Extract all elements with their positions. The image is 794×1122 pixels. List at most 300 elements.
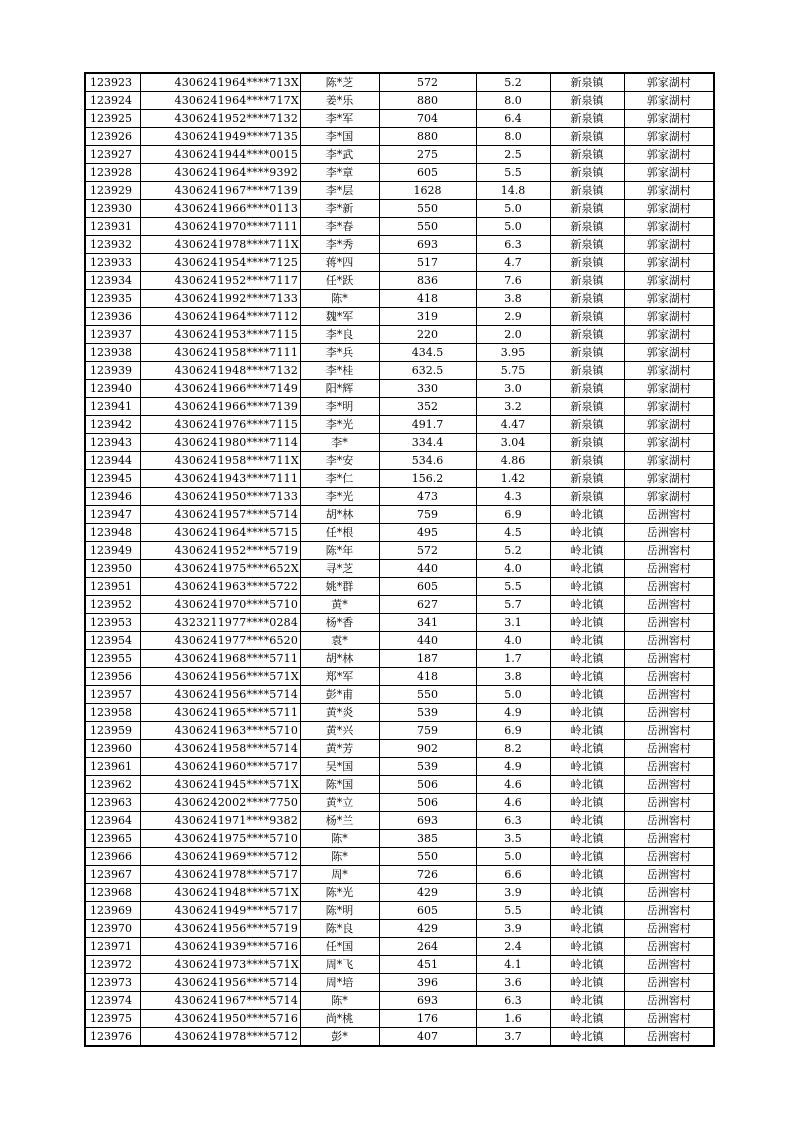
town-cell: 新泉镇 <box>550 73 624 92</box>
town-cell: 岭北镇 <box>550 902 624 920</box>
amount-cell: 334.4 <box>379 434 476 452</box>
name-cell: 彭*甫 <box>300 686 379 704</box>
village-cell: 岳洲窖村 <box>624 812 714 830</box>
record-id-cell: 123970 <box>85 920 140 938</box>
area-cell: 1.7 <box>476 650 550 668</box>
town-cell: 岭北镇 <box>550 992 624 1010</box>
record-id-cell: 123976 <box>85 1028 140 1047</box>
area-cell: 3.9 <box>476 920 550 938</box>
village-cell: 岳洲窖村 <box>624 668 714 686</box>
amount-cell: 632.5 <box>379 362 476 380</box>
name-cell: 李*光 <box>300 416 379 434</box>
area-cell: 4.0 <box>476 632 550 650</box>
table-row <box>85 290 714 308</box>
id-card-cell: 4306241964****713X <box>140 73 300 92</box>
amount-cell: 429 <box>379 920 476 938</box>
id-card-cell: 4306241967****5714 <box>140 992 300 1010</box>
town-cell: 岭北镇 <box>550 920 624 938</box>
id-card-cell: 4306241964****5715 <box>140 524 300 542</box>
amount-cell: 726 <box>379 866 476 884</box>
area-cell: 3.04 <box>476 434 550 452</box>
area-cell: 1.42 <box>476 470 550 488</box>
table-row <box>85 416 714 434</box>
id-card-cell: 4306241956****5719 <box>140 920 300 938</box>
record-id-cell: 123952 <box>85 596 140 614</box>
village-cell: 郭家湖村 <box>624 488 714 506</box>
name-cell: 李*武 <box>300 146 379 164</box>
table-row <box>85 812 714 830</box>
name-cell: 黄*兴 <box>300 722 379 740</box>
village-cell: 郭家湖村 <box>624 218 714 236</box>
town-cell: 岭北镇 <box>550 560 624 578</box>
table-row <box>85 470 714 488</box>
area-cell: 1.6 <box>476 1010 550 1028</box>
record-id-cell: 123969 <box>85 902 140 920</box>
table-row <box>85 128 714 146</box>
amount-cell: 319 <box>379 308 476 326</box>
village-cell: 岳洲窖村 <box>624 938 714 956</box>
area-cell: 3.8 <box>476 290 550 308</box>
village-cell: 岳洲窖村 <box>624 794 714 812</box>
record-id-cell: 123949 <box>85 542 140 560</box>
town-cell: 岭北镇 <box>550 524 624 542</box>
table-row <box>85 1010 714 1028</box>
amount-cell: 434.5 <box>379 344 476 362</box>
area-cell: 4.5 <box>476 524 550 542</box>
table-row <box>85 236 714 254</box>
table-row <box>85 218 714 236</box>
area-cell: 6.3 <box>476 992 550 1010</box>
table-row <box>85 722 714 740</box>
town-cell: 岭北镇 <box>550 578 624 596</box>
town-cell: 新泉镇 <box>550 128 624 146</box>
id-card-cell: 4306241948****7132 <box>140 362 300 380</box>
name-cell: 陈*年 <box>300 542 379 560</box>
town-cell: 新泉镇 <box>550 488 624 506</box>
village-cell: 郭家湖村 <box>624 398 714 416</box>
amount-cell: 407 <box>379 1028 476 1047</box>
amount-cell: 352 <box>379 398 476 416</box>
area-cell: 5.5 <box>476 902 550 920</box>
amount-cell: 693 <box>379 992 476 1010</box>
name-cell: 黄*立 <box>300 794 379 812</box>
amount-cell: 759 <box>379 506 476 524</box>
village-cell: 郭家湖村 <box>624 254 714 272</box>
record-id-cell: 123944 <box>85 452 140 470</box>
town-cell: 岭北镇 <box>550 848 624 866</box>
table-row <box>85 326 714 344</box>
record-id-cell: 123946 <box>85 488 140 506</box>
amount-cell: 550 <box>379 686 476 704</box>
area-cell: 3.9 <box>476 884 550 902</box>
id-card-cell: 4306241956****5714 <box>140 974 300 992</box>
id-card-cell: 4306241956****5714 <box>140 686 300 704</box>
area-cell: 6.4 <box>476 110 550 128</box>
village-cell: 郭家湖村 <box>624 182 714 200</box>
table-row <box>85 884 714 902</box>
area-cell: 3.7 <box>476 1028 550 1047</box>
name-cell: 李*安 <box>300 452 379 470</box>
data-table <box>84 72 715 1047</box>
town-cell: 岭北镇 <box>550 632 624 650</box>
table-row <box>85 434 714 452</box>
area-cell: 4.3 <box>476 488 550 506</box>
table-row <box>85 73 714 92</box>
record-id-cell: 123968 <box>85 884 140 902</box>
town-cell: 岭北镇 <box>550 506 624 524</box>
record-id-cell: 123923 <box>85 73 140 92</box>
name-cell: 陈* <box>300 992 379 1010</box>
town-cell: 岭北镇 <box>550 596 624 614</box>
town-cell: 新泉镇 <box>550 146 624 164</box>
name-cell: 尚*桃 <box>300 1010 379 1028</box>
name-cell: 郑*军 <box>300 668 379 686</box>
area-cell: 5.2 <box>476 542 550 560</box>
name-cell: 彭* <box>300 1028 379 1047</box>
village-cell: 郭家湖村 <box>624 110 714 128</box>
village-cell: 郭家湖村 <box>624 290 714 308</box>
name-cell: 黄*芳 <box>300 740 379 758</box>
table-row <box>85 992 714 1010</box>
area-cell: 6.3 <box>476 236 550 254</box>
village-cell: 岳洲窖村 <box>624 560 714 578</box>
village-cell: 岳洲窖村 <box>624 542 714 560</box>
amount-cell: 418 <box>379 668 476 686</box>
village-cell: 岳洲窖村 <box>624 596 714 614</box>
name-cell: 陈*良 <box>300 920 379 938</box>
table-row <box>85 398 714 416</box>
id-card-cell: 4306241957****5714 <box>140 506 300 524</box>
record-id-cell: 123934 <box>85 272 140 290</box>
area-cell: 4.7 <box>476 254 550 272</box>
table-row <box>85 902 714 920</box>
record-id-cell: 123951 <box>85 578 140 596</box>
area-cell: 5.0 <box>476 686 550 704</box>
village-cell: 郭家湖村 <box>624 73 714 92</box>
id-card-cell: 4306241963****5710 <box>140 722 300 740</box>
area-cell: 3.5 <box>476 830 550 848</box>
town-cell: 岭北镇 <box>550 542 624 560</box>
village-cell: 郭家湖村 <box>624 308 714 326</box>
record-id-cell: 123939 <box>85 362 140 380</box>
name-cell: 周* <box>300 866 379 884</box>
id-card-cell: 4306241952****7117 <box>140 272 300 290</box>
town-cell: 新泉镇 <box>550 110 624 128</box>
town-cell: 岭北镇 <box>550 830 624 848</box>
area-cell: 4.9 <box>476 704 550 722</box>
town-cell: 新泉镇 <box>550 380 624 398</box>
id-card-cell: 4306241960****5717 <box>140 758 300 776</box>
record-id-cell: 123938 <box>85 344 140 362</box>
name-cell: 李*层 <box>300 182 379 200</box>
amount-cell: 491.7 <box>379 416 476 434</box>
area-cell: 6.9 <box>476 722 550 740</box>
village-cell: 岳洲窖村 <box>624 920 714 938</box>
id-card-cell: 4306241963****5722 <box>140 578 300 596</box>
id-card-cell: 4306241992****7133 <box>140 290 300 308</box>
amount-cell: 418 <box>379 290 476 308</box>
town-cell: 岭北镇 <box>550 812 624 830</box>
table-row <box>85 254 714 272</box>
record-id-cell: 123924 <box>85 92 140 110</box>
table-row <box>85 1028 714 1047</box>
village-cell: 岳洲窖村 <box>624 722 714 740</box>
name-cell: 李* <box>300 434 379 452</box>
id-card-cell: 4306241968****5711 <box>140 650 300 668</box>
amount-cell: 534.6 <box>379 452 476 470</box>
record-id-cell: 123971 <box>85 938 140 956</box>
village-cell: 岳洲窖村 <box>624 650 714 668</box>
village-cell: 岳洲窖村 <box>624 614 714 632</box>
id-card-cell: 4306241950****5716 <box>140 1010 300 1028</box>
amount-cell: 517 <box>379 254 476 272</box>
record-id-cell: 123925 <box>85 110 140 128</box>
town-cell: 岭北镇 <box>550 794 624 812</box>
town-cell: 岭北镇 <box>550 974 624 992</box>
name-cell: 陈* <box>300 848 379 866</box>
name-cell: 胡*林 <box>300 650 379 668</box>
id-card-cell: 4306241978****5712 <box>140 1028 300 1047</box>
area-cell: 7.6 <box>476 272 550 290</box>
id-card-cell: 4306241975****652X <box>140 560 300 578</box>
village-cell: 郭家湖村 <box>624 236 714 254</box>
amount-cell: 385 <box>379 830 476 848</box>
village-cell: 岳洲窖村 <box>624 974 714 992</box>
record-id-cell: 123940 <box>85 380 140 398</box>
name-cell: 袁* <box>300 632 379 650</box>
village-cell: 郭家湖村 <box>624 326 714 344</box>
name-cell: 周*飞 <box>300 956 379 974</box>
village-cell: 郭家湖村 <box>624 92 714 110</box>
area-cell: 5.5 <box>476 164 550 182</box>
area-cell: 3.95 <box>476 344 550 362</box>
name-cell: 任*国 <box>300 938 379 956</box>
town-cell: 新泉镇 <box>550 218 624 236</box>
amount-cell: 1628 <box>379 182 476 200</box>
name-cell: 陈* <box>300 290 379 308</box>
id-card-cell: 4306241965****5711 <box>140 704 300 722</box>
name-cell: 吴*国 <box>300 758 379 776</box>
id-card-cell: 4306241966****7139 <box>140 398 300 416</box>
record-id-cell: 123953 <box>85 614 140 632</box>
record-id-cell: 123935 <box>85 290 140 308</box>
area-cell: 2.9 <box>476 308 550 326</box>
record-id-cell: 123974 <box>85 992 140 1010</box>
name-cell: 陈*明 <box>300 902 379 920</box>
village-cell: 岳洲窖村 <box>624 578 714 596</box>
village-cell: 郭家湖村 <box>624 272 714 290</box>
town-cell: 新泉镇 <box>550 308 624 326</box>
id-card-cell: 4306241944****0015 <box>140 146 300 164</box>
amount-cell: 550 <box>379 848 476 866</box>
table-row <box>85 704 714 722</box>
amount-cell: 396 <box>379 974 476 992</box>
id-card-cell: 4306241939****5716 <box>140 938 300 956</box>
table-row <box>85 560 714 578</box>
village-cell: 岳洲窖村 <box>624 848 714 866</box>
town-cell: 岭北镇 <box>550 704 624 722</box>
village-cell: 郭家湖村 <box>624 470 714 488</box>
town-cell: 新泉镇 <box>550 290 624 308</box>
id-card-cell: 4306241945****571X <box>140 776 300 794</box>
name-cell: 任*根 <box>300 524 379 542</box>
table-row <box>85 920 714 938</box>
town-cell: 岭北镇 <box>550 956 624 974</box>
town-cell: 岭北镇 <box>550 866 624 884</box>
id-card-cell: 4306241970****5710 <box>140 596 300 614</box>
id-card-cell: 4306241966****0113 <box>140 200 300 218</box>
record-id-cell: 123964 <box>85 812 140 830</box>
village-cell: 岳洲窖村 <box>624 902 714 920</box>
id-card-cell: 4306241958****711X <box>140 452 300 470</box>
village-cell: 岳洲窖村 <box>624 704 714 722</box>
id-card-cell: 4306241977****6520 <box>140 632 300 650</box>
amount-cell: 330 <box>379 380 476 398</box>
town-cell: 新泉镇 <box>550 272 624 290</box>
id-card-cell: 4306241949****7135 <box>140 128 300 146</box>
table-row <box>85 686 714 704</box>
record-id-cell: 123962 <box>85 776 140 794</box>
amount-cell: 506 <box>379 794 476 812</box>
record-id-cell: 123943 <box>85 434 140 452</box>
table-row <box>85 758 714 776</box>
table-row <box>85 578 714 596</box>
area-cell: 5.0 <box>476 200 550 218</box>
table-row <box>85 488 714 506</box>
amount-cell: 264 <box>379 938 476 956</box>
name-cell: 黄* <box>300 596 379 614</box>
amount-cell: 693 <box>379 236 476 254</box>
record-id-cell: 123927 <box>85 146 140 164</box>
id-card-cell: 4306241973****571X <box>140 956 300 974</box>
id-card-cell: 4306241954****7125 <box>140 254 300 272</box>
id-card-cell: 4306241970****7111 <box>140 218 300 236</box>
name-cell: 李*明 <box>300 398 379 416</box>
id-card-cell: 4306241958****7111 <box>140 344 300 362</box>
id-card-cell: 4306241978****5717 <box>140 866 300 884</box>
id-card-cell: 4306241967****7139 <box>140 182 300 200</box>
name-cell: 陈*芝 <box>300 73 379 92</box>
town-cell: 新泉镇 <box>550 362 624 380</box>
table-row <box>85 776 714 794</box>
name-cell: 李*章 <box>300 164 379 182</box>
id-card-cell: 4306241971****9382 <box>140 812 300 830</box>
amount-cell: 156.2 <box>379 470 476 488</box>
table-row <box>85 308 714 326</box>
village-cell: 岳洲窖村 <box>624 776 714 794</box>
record-id-cell: 123947 <box>85 506 140 524</box>
name-cell: 任*跃 <box>300 272 379 290</box>
record-id-cell: 123972 <box>85 956 140 974</box>
village-cell: 郭家湖村 <box>624 452 714 470</box>
town-cell: 新泉镇 <box>550 398 624 416</box>
name-cell: 李*军 <box>300 110 379 128</box>
area-cell: 5.7 <box>476 596 550 614</box>
area-cell: 6.9 <box>476 506 550 524</box>
table-row <box>85 146 714 164</box>
record-id-cell: 123933 <box>85 254 140 272</box>
amount-cell: 275 <box>379 146 476 164</box>
area-cell: 3.2 <box>476 398 550 416</box>
table-row <box>85 614 714 632</box>
table-row <box>85 362 714 380</box>
village-cell: 郭家湖村 <box>624 146 714 164</box>
record-id-cell: 123975 <box>85 1010 140 1028</box>
table-row <box>85 596 714 614</box>
area-cell: 4.86 <box>476 452 550 470</box>
id-card-cell: 4306242002****7750 <box>140 794 300 812</box>
amount-cell: 495 <box>379 524 476 542</box>
id-card-cell: 4306241976****7115 <box>140 416 300 434</box>
record-id-cell: 123963 <box>85 794 140 812</box>
area-cell: 5.75 <box>476 362 550 380</box>
id-card-cell: 4306241969****5712 <box>140 848 300 866</box>
name-cell: 陈*国 <box>300 776 379 794</box>
table-row <box>85 632 714 650</box>
record-id-cell: 123931 <box>85 218 140 236</box>
village-cell: 岳洲窖村 <box>624 866 714 884</box>
amount-cell: 451 <box>379 956 476 974</box>
area-cell: 8.2 <box>476 740 550 758</box>
amount-cell: 187 <box>379 650 476 668</box>
area-cell: 6.6 <box>476 866 550 884</box>
town-cell: 新泉镇 <box>550 452 624 470</box>
amount-cell: 880 <box>379 128 476 146</box>
record-id-cell: 123967 <box>85 866 140 884</box>
town-cell: 岭北镇 <box>550 884 624 902</box>
record-id-cell: 123958 <box>85 704 140 722</box>
town-cell: 岭北镇 <box>550 740 624 758</box>
name-cell: 李*桂 <box>300 362 379 380</box>
town-cell: 新泉镇 <box>550 416 624 434</box>
town-cell: 岭北镇 <box>550 776 624 794</box>
village-cell: 岳洲窖村 <box>624 992 714 1010</box>
area-cell: 8.0 <box>476 128 550 146</box>
id-card-cell: 4306241952****7132 <box>140 110 300 128</box>
record-id-cell: 123956 <box>85 668 140 686</box>
amount-cell: 440 <box>379 632 476 650</box>
area-cell: 3.1 <box>476 614 550 632</box>
table-row <box>85 344 714 362</box>
id-card-cell: 4323211977****0284 <box>140 614 300 632</box>
name-cell: 陈*光 <box>300 884 379 902</box>
amount-cell: 341 <box>379 614 476 632</box>
area-cell: 14.8 <box>476 182 550 200</box>
town-cell: 新泉镇 <box>550 200 624 218</box>
id-card-cell: 4306241964****7112 <box>140 308 300 326</box>
area-cell: 4.6 <box>476 794 550 812</box>
name-cell: 阳*辉 <box>300 380 379 398</box>
area-cell: 5.0 <box>476 848 550 866</box>
town-cell: 岭北镇 <box>550 1010 624 1028</box>
village-cell: 郭家湖村 <box>624 416 714 434</box>
name-cell: 李*春 <box>300 218 379 236</box>
name-cell: 胡*林 <box>300 506 379 524</box>
record-id-cell: 123950 <box>85 560 140 578</box>
village-cell: 岳洲窖村 <box>624 524 714 542</box>
table-row <box>85 830 714 848</box>
id-card-cell: 4306241943****7111 <box>140 470 300 488</box>
id-card-cell: 4306241964****717X <box>140 92 300 110</box>
table-row <box>85 650 714 668</box>
record-id-cell: 123941 <box>85 398 140 416</box>
table-row <box>85 974 714 992</box>
amount-cell: 550 <box>379 218 476 236</box>
village-cell: 郭家湖村 <box>624 362 714 380</box>
table-row <box>85 506 714 524</box>
amount-cell: 627 <box>379 596 476 614</box>
id-card-cell: 4306241950****7133 <box>140 488 300 506</box>
